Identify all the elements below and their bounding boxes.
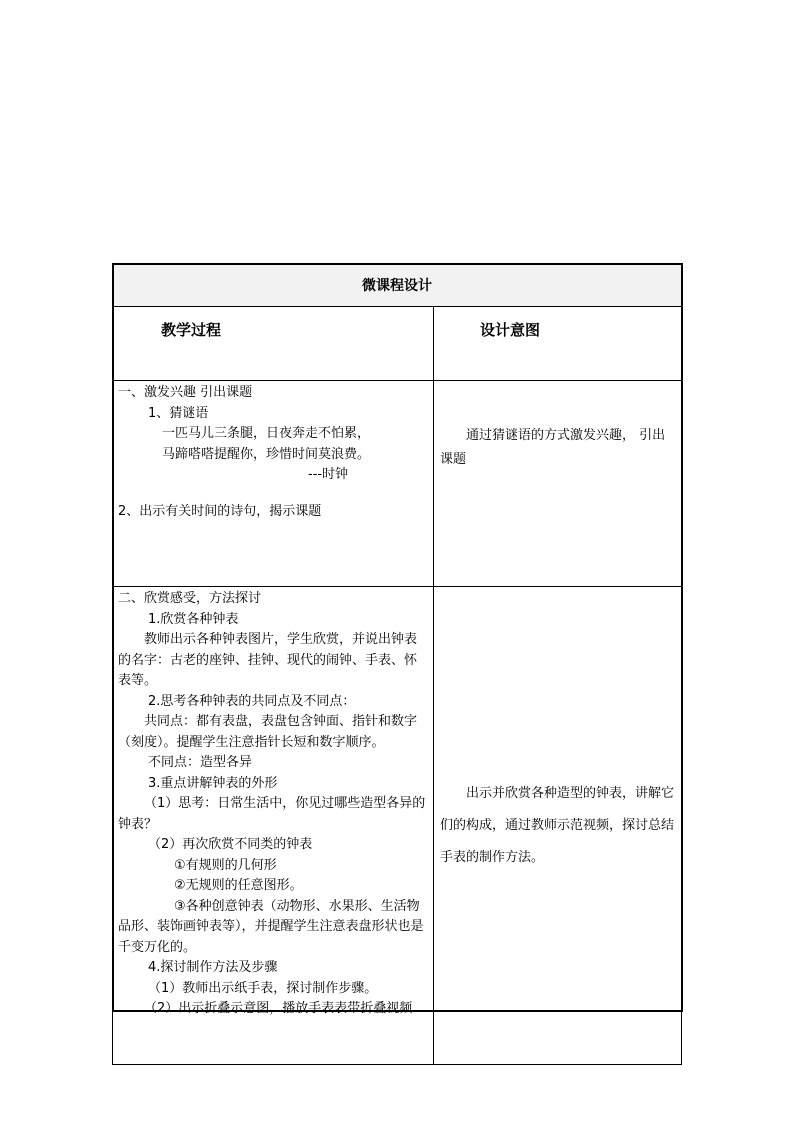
paragraph: （1）思考：日常生活中，你见过哪些造型各异的钟表？ [118, 796, 426, 832]
step-heading: 2、出示有关时间的诗句，揭示课题 [118, 503, 322, 519]
paragraph: （2）再次欣赏不同类的钟表 [148, 837, 313, 852]
step-heading: 4.探讨制作方法及步骤 [148, 960, 278, 975]
column-header-intent: 设计意图 [434, 307, 682, 381]
paragraph: （1）教师出示纸手表，探讨制作步骤。 [148, 980, 378, 996]
riddle-line: 一匹马儿三条腿，日夜奔走不怕累， [162, 426, 371, 441]
list-item: ①有规则的几何形 [174, 857, 277, 873]
intent-text: 出示并欣赏各种造型的钟表，讲解它们的构成，通过教师示范视频，探讨总结手表的制作方法。 [440, 785, 675, 865]
riddle-answer: ---时钟 [308, 467, 349, 482]
list-item: ③各种创意钟表（动物形、水果形、生活物品形、装饰画钟表等），并提醒学生注意表盘形状也是千变万化的。 [118, 898, 424, 955]
process-cell-1 [113, 381, 434, 587]
lesson-design-sheet [112, 263, 681, 1065]
table-title: 微课程设计 [113, 264, 682, 307]
intent-cell-2 [434, 587, 682, 1065]
paragraph: 不同点：造型各异 [148, 755, 253, 770]
paragraph: 教师出示各种钟表图片，学生欣赏，并说出钟表的名字：古老的座钟、挂钟、现代的闹钟、手表、怀表等。 [118, 632, 418, 688]
process-cell-2 [113, 587, 434, 1065]
step-heading: 1、猜谜语 [148, 405, 209, 421]
step-heading: 3.重点讲解钟表的外形 [148, 775, 278, 791]
section-heading: 一、激发兴趣 引出课题 [118, 385, 253, 400]
column-header-process: 教学过程 [113, 307, 434, 381]
intent-text: 通过猜谜语的方式激发兴趣， 引出课题 [440, 428, 666, 467]
paragraph: 共同点：都有表盘，表盘包含钟面、指针和数字（刻度）。提醒学生注意指针长短和数字顺序。 [118, 714, 418, 750]
section-heading: 二、欣赏感受，方法探讨 [118, 591, 262, 606]
paragraph: （2）出示折叠示意图，播放手表表带折叠视频 [144, 1001, 413, 1016]
table-row [113, 587, 682, 1065]
lesson-design-table [112, 263, 682, 1065]
riddle-line: 马蹄嗒嗒提醒你，珍惜时间莫浪费。 [162, 446, 371, 462]
step-heading: 1.欣赏各种钟表 [148, 611, 239, 627]
intent-cell-1 [434, 381, 682, 587]
step-heading: 2.思考各种钟表的共同点及不同点： [148, 693, 356, 709]
list-item: ②无规则的任意图形。 [174, 878, 303, 893]
table-row [113, 381, 682, 587]
